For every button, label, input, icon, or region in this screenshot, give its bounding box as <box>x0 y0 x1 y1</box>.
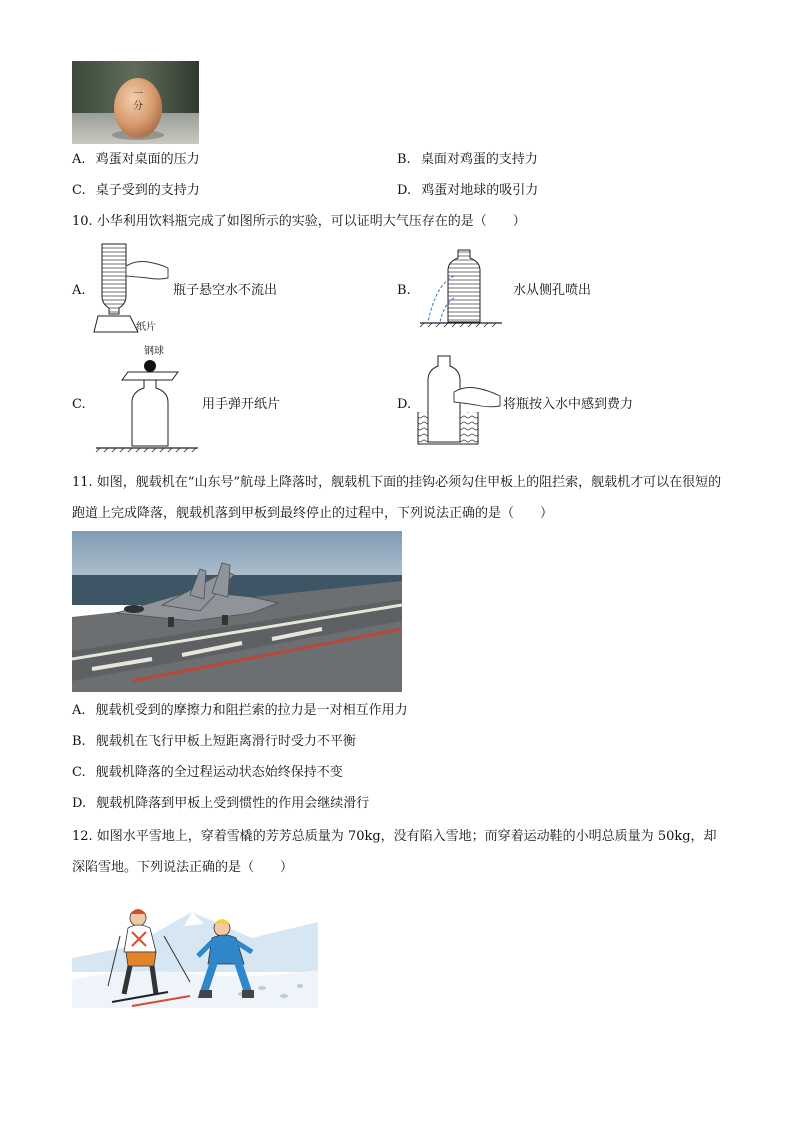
q10-option-b-text: 水从侧孔喷出 <box>513 283 592 298</box>
paper-label: 纸片 <box>136 322 156 333</box>
option-text: 舰载机降落到甲板上受到惯性的作用会继续滑行 <box>96 796 370 811</box>
option-text: 舰载机降落的全过程运动状态始终保持不变 <box>95 765 343 780</box>
option-text: 舰载机在飞行甲板上短距离滑行时受力不平衡 <box>95 734 356 749</box>
bottle-inverted-figure <box>90 238 170 338</box>
option-letter: D. <box>72 796 87 811</box>
option-text: 桌面对鸡蛋的支持力 <box>420 152 538 167</box>
q9-option-d[interactable] <box>397 182 538 200</box>
q11-stem: 11. 如图，舰载机在“山东号”航母上降落时，舰载机下面的挂钩必须勾住甲板上的阻拦索，舰载机才可以在很短的跑道上完成降落，舰载机落到甲板到最终停止的过程中，下列说法正确的是（ ） <box>72 475 722 521</box>
option-letter: D. <box>397 183 412 198</box>
q10-stem: 10. 小华利用饮料瓶完成了如图所示的实验，可以证明大气压存在的是（ ） <box>72 214 526 229</box>
option-text: 鸡蛋对地球的吸引力 <box>421 183 539 198</box>
q9-option-a[interactable] <box>72 151 200 169</box>
q11-option-c[interactable] <box>72 764 343 782</box>
q10-option-a-letter[interactable]: A. <box>72 283 86 298</box>
option-letter: A. <box>72 703 86 718</box>
egg-photo <box>72 61 199 144</box>
q10-option-c-text: 用手弹开纸片 <box>202 397 281 412</box>
option-text: 鸡蛋对桌面的压力 <box>95 152 200 167</box>
bottle-pressed-in-water-figure <box>414 354 504 448</box>
option-text: 舰载机受到的摩擦力和阻拦索的拉力是一对相互作用力 <box>95 703 408 718</box>
option-letter: C. <box>72 183 86 198</box>
snow-skiing-illustration <box>72 902 318 1008</box>
q9-option-b[interactable] <box>397 151 538 169</box>
option-letter: B. <box>397 152 411 167</box>
q10-option-a-text: 瓶子悬空水不流出 <box>173 283 278 298</box>
q10-option-c-letter[interactable]: C. <box>72 397 86 412</box>
steel-ball-label: 钢球 <box>144 346 164 357</box>
option-letter: B. <box>72 734 86 749</box>
q10-option-d-text: 将瓶按入水中感到费力 <box>503 397 634 412</box>
q11-option-a[interactable] <box>72 702 408 720</box>
carrier-landing-photo <box>72 531 402 692</box>
bottle-side-hole-figure <box>416 246 506 328</box>
option-letter: A. <box>72 152 86 167</box>
q9-option-c[interactable] <box>72 182 200 200</box>
q11-option-d[interactable] <box>72 795 369 813</box>
q10-option-d-letter[interactable]: D. <box>397 397 412 412</box>
bottle-card-ball-figure <box>94 358 200 454</box>
egg-text: 一 分 <box>133 89 143 112</box>
option-letter: C. <box>72 765 86 780</box>
q12-stem: 12. 如图水平雪地上，穿着雪橇的芳芳总质量为 70kg，没有陷入雪地；而穿着运动鞋的小明总质量为 50kg，却深陷雪地。下列说法正确的是（ ） <box>72 829 717 875</box>
q10-option-b-letter[interactable]: B. <box>397 283 411 298</box>
option-text: 桌子受到的支持力 <box>95 183 200 198</box>
q11-option-b[interactable] <box>72 733 356 751</box>
